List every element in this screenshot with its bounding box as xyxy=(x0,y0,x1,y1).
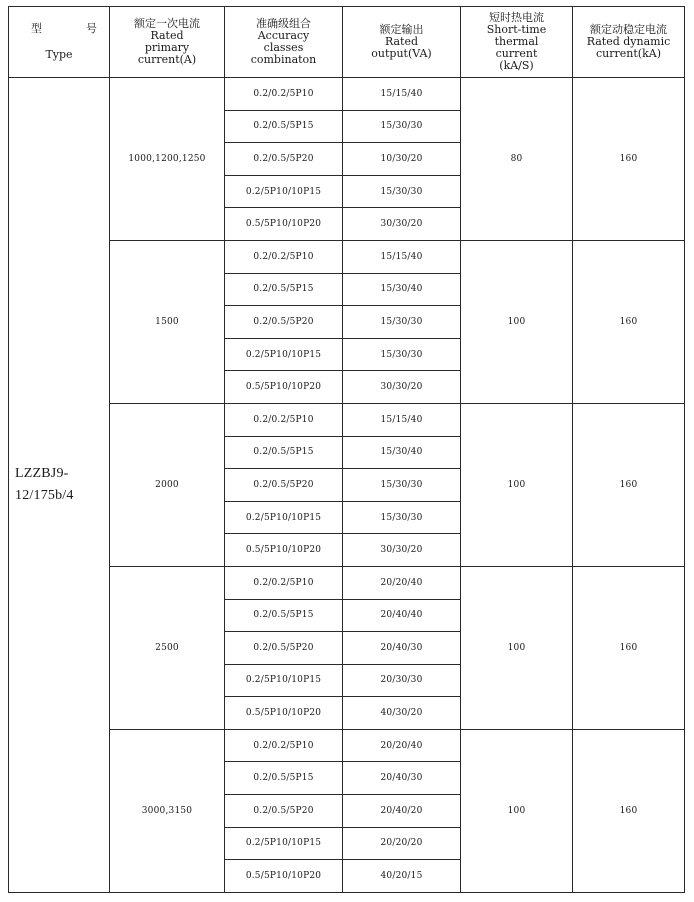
header-accuracy-zh: 准确级组合 xyxy=(256,17,311,30)
header-output xyxy=(343,7,461,78)
header-dynamic-en1: Rated dynamic xyxy=(586,35,671,48)
thermal-cell: 100 xyxy=(461,240,573,403)
output-cell: 15/30/40 xyxy=(343,436,461,469)
output-cell: 20/20/20 xyxy=(343,827,461,860)
header-type-zh-left: 型 xyxy=(31,22,42,35)
accuracy-cell: 0.2/0.5/5P15 xyxy=(225,762,343,795)
table-row xyxy=(9,729,685,762)
header-accuracy xyxy=(225,7,343,78)
accuracy-cell: 0.2/0.5/5P20 xyxy=(225,143,343,176)
output-cell: 15/15/40 xyxy=(343,240,461,273)
header-thermal-en4: (kA/S) xyxy=(499,59,534,72)
header-thermal xyxy=(461,7,573,78)
header-primary-current-en2: primary xyxy=(144,41,190,54)
output-cell: 30/30/20 xyxy=(343,371,461,404)
thermal-cell: 100 xyxy=(461,566,573,729)
output-cell: 20/40/20 xyxy=(343,795,461,828)
dynamic-cell: 160 xyxy=(573,566,685,729)
accuracy-cell: 0.2/0.5/5P20 xyxy=(225,632,343,665)
model-line1: LZZBJ9- xyxy=(15,465,69,481)
output-cell: 15/30/30 xyxy=(343,110,461,143)
accuracy-cell: 0.2/5P10/10P15 xyxy=(225,664,343,697)
thermal-cell: 100 xyxy=(461,729,573,892)
header-output-en2: output(VA) xyxy=(371,47,432,60)
output-cell: 15/30/30 xyxy=(343,501,461,534)
header-thermal-en1: Short-time xyxy=(486,23,547,36)
output-cell: 20/30/30 xyxy=(343,664,461,697)
header-accuracy-en3: combinaton xyxy=(250,53,317,66)
dynamic-cell: 160 xyxy=(573,403,685,566)
header-type-en: Type xyxy=(45,48,73,61)
accuracy-cell: 0.2/5P10/10P15 xyxy=(225,501,343,534)
accuracy-cell: 0.5/5P10/10P20 xyxy=(225,534,343,567)
accuracy-cell: 0.2/5P10/10P15 xyxy=(225,338,343,371)
accuracy-cell: 0.2/0.2/5P10 xyxy=(225,240,343,273)
header-primary-current-en3: current(A) xyxy=(137,53,197,66)
output-cell: 15/30/30 xyxy=(343,306,461,339)
header-type-zh-right: 号 xyxy=(86,22,97,35)
output-cell: 15/30/30 xyxy=(343,469,461,502)
output-cell: 15/30/40 xyxy=(343,273,461,306)
table-row xyxy=(9,403,685,436)
dynamic-cell: 160 xyxy=(573,240,685,403)
table-row xyxy=(9,78,685,111)
accuracy-cell: 0.2/0.2/5P10 xyxy=(225,403,343,436)
header-type xyxy=(9,7,110,78)
header-dynamic-zh: 额定动稳定电流 xyxy=(590,23,667,36)
primary-current-cell: 2000 xyxy=(110,403,225,566)
header-accuracy-en2: classes xyxy=(263,41,304,54)
output-cell: 40/30/20 xyxy=(343,697,461,730)
accuracy-cell: 0.5/5P10/10P20 xyxy=(225,371,343,404)
header-output-en1: Rated xyxy=(384,35,419,48)
accuracy-cell: 0.5/5P10/10P20 xyxy=(225,208,343,241)
accuracy-cell: 0.5/5P10/10P20 xyxy=(225,697,343,730)
output-cell: 10/30/20 xyxy=(343,143,461,176)
thermal-cell: 100 xyxy=(461,403,573,566)
output-cell: 15/30/30 xyxy=(343,338,461,371)
accuracy-cell: 0.2/0.5/5P20 xyxy=(225,795,343,828)
header-primary-current xyxy=(110,7,225,78)
primary-current-cell: 2500 xyxy=(110,566,225,729)
accuracy-cell: 0.2/5P10/10P15 xyxy=(225,827,343,860)
output-cell: 15/30/30 xyxy=(343,175,461,208)
thermal-cell: 80 xyxy=(461,78,573,241)
output-cell: 20/40/30 xyxy=(343,632,461,665)
header-primary-current-zh: 额定一次电流 xyxy=(134,17,200,30)
accuracy-cell: 0.2/0.5/5P15 xyxy=(225,436,343,469)
output-cell: 40/20/15 xyxy=(343,860,461,893)
table-body xyxy=(9,78,685,893)
header-thermal-en3: current xyxy=(495,47,538,60)
accuracy-cell: 0.2/0.2/5P10 xyxy=(225,78,343,111)
output-cell: 20/20/40 xyxy=(343,729,461,762)
accuracy-cell: 0.2/0.2/5P10 xyxy=(225,729,343,762)
header-primary-current-en1: Rated xyxy=(150,29,184,42)
output-cell: 20/40/30 xyxy=(343,762,461,795)
header-accuracy-en1: Accuracy xyxy=(257,29,310,42)
accuracy-cell: 0.2/0.5/5P15 xyxy=(225,599,343,632)
dynamic-cell: 160 xyxy=(573,78,685,241)
spec-table xyxy=(8,6,685,893)
output-cell: 30/30/20 xyxy=(343,534,461,567)
header-output-zh: 额定输出 xyxy=(379,23,424,36)
primary-current-cell: 1000,1200,1250 xyxy=(110,78,225,241)
header-dynamic-en2: current(kA) xyxy=(596,47,661,60)
output-cell: 20/20/40 xyxy=(343,566,461,599)
output-cell: 30/30/20 xyxy=(343,208,461,241)
output-cell: 20/40/40 xyxy=(343,599,461,632)
accuracy-cell: 0.2/0.5/5P20 xyxy=(225,306,343,339)
table-row xyxy=(9,566,685,599)
output-cell: 15/15/40 xyxy=(343,78,461,111)
accuracy-cell: 0.2/0.5/5P15 xyxy=(225,110,343,143)
model-line2: 12/175b/4 xyxy=(15,487,74,503)
dynamic-cell: 160 xyxy=(573,729,685,892)
table-header xyxy=(9,7,685,78)
model-cell xyxy=(9,78,110,893)
header-thermal-zh: 短时热电流 xyxy=(489,11,544,24)
output-cell: 15/15/40 xyxy=(343,403,461,436)
header-thermal-en2: thermal xyxy=(494,35,539,48)
primary-current-cell: 1500 xyxy=(110,240,225,403)
accuracy-cell: 0.2/0.2/5P10 xyxy=(225,566,343,599)
accuracy-cell: 0.2/0.5/5P15 xyxy=(225,273,343,306)
table-row xyxy=(9,240,685,273)
accuracy-cell: 0.2/5P10/10P15 xyxy=(225,175,343,208)
header-dynamic xyxy=(573,7,685,78)
primary-current-cell: 3000,3150 xyxy=(110,729,225,892)
accuracy-cell: 0.5/5P10/10P20 xyxy=(225,860,343,893)
accuracy-cell: 0.2/0.5/5P20 xyxy=(225,469,343,502)
